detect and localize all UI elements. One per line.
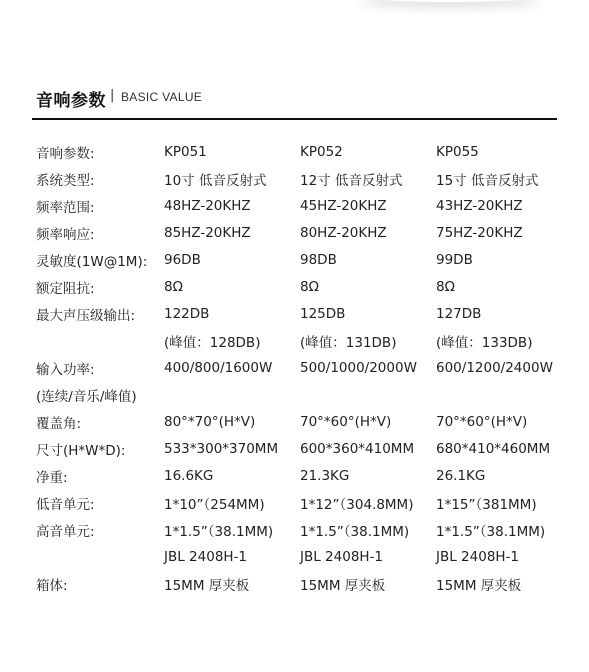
spec-value-model-2: 98DB	[300, 251, 337, 268]
spec-label: (连续/音乐/峰值)	[36, 388, 137, 405]
spec-value-model-3: 1*15”（381MM)	[436, 496, 537, 513]
spec-value-model-2: 1*1.5”（38.1MM)	[300, 523, 410, 540]
spec-value-model-2: 500/1000/2000W	[300, 359, 417, 376]
spec-label: 高音单元:	[36, 523, 95, 540]
spec-value-model-2: 12寸 低音反射式	[300, 172, 403, 189]
spec-value-model-2: 8Ω	[300, 278, 319, 295]
spec-value-model-1: 533*300*370MM	[164, 440, 279, 457]
spec-value-model-3: 26.1KG	[436, 467, 486, 484]
spec-row	[36, 408, 566, 435]
spec-row	[36, 516, 566, 543]
spec-row	[36, 192, 566, 219]
spec-value-model-3: 127DB	[436, 305, 482, 322]
spec-value-model-2: JBL 2408H-1	[300, 548, 384, 565]
spec-label: 最大声压级输出:	[36, 307, 136, 324]
spec-value-model-1: 80°*70°(H*V)	[164, 413, 256, 430]
spec-value-model-3: JBL 2408H-1	[436, 548, 520, 565]
spec-row	[36, 219, 566, 246]
spec-value-model-2: 70°*60°(H*V)	[300, 413, 392, 430]
spec-value-model-2: 600*360*410MM	[300, 440, 415, 457]
spec-row	[36, 300, 566, 327]
spec-value-model-2: 21.3KG	[300, 467, 350, 484]
spec-value-model-2: 80HZ-20KHZ	[300, 224, 387, 241]
spec-row	[36, 381, 566, 408]
spec-label: 箱体:	[36, 577, 68, 594]
spec-row	[36, 489, 566, 516]
spec-row	[36, 354, 566, 381]
spec-row	[36, 543, 566, 570]
spec-label: 额定阻抗:	[36, 280, 95, 297]
spec-label: 系统类型:	[36, 172, 95, 189]
spec-value-model-3: 43HZ-20KHZ	[436, 197, 523, 214]
spec-value-model-1: (峰值：128DB)	[164, 334, 261, 351]
spec-value-model-3: 15MM 厚夹板	[436, 577, 522, 594]
section-title: 音响参数	[36, 91, 106, 111]
spec-label: 音响参数:	[36, 145, 95, 162]
spec-label: 频率响应:	[36, 226, 95, 243]
spec-row	[36, 435, 566, 462]
spec-label: 灵敏度(1W@1M):	[36, 253, 148, 270]
spec-value-model-1: 48HZ-20KHZ	[164, 197, 251, 214]
spec-row	[36, 246, 566, 273]
spec-value-model-1: 85HZ-20KHZ	[164, 224, 251, 241]
spec-value-model-1: 10寸 低音反射式	[164, 172, 267, 189]
spec-value-model-3: (峰值：133DB)	[436, 334, 533, 351]
spec-value-model-2: 125DB	[300, 305, 346, 322]
spec-label: 覆盖角:	[36, 415, 82, 432]
spec-label: 净重:	[36, 469, 68, 486]
spec-label: 频率范围:	[36, 199, 95, 216]
spec-value-model-3: 75HZ-20KHZ	[436, 224, 523, 241]
title-separator: |	[110, 88, 115, 103]
spec-row	[36, 273, 566, 300]
spec-value-model-1: 1*1.5”（38.1MM)	[164, 523, 274, 540]
spec-value-model-1: 96DB	[164, 251, 201, 268]
spec-value-model-3: 15寸 低音反射式	[436, 172, 539, 189]
spec-row	[36, 138, 566, 165]
spec-value-model-3: 600/1200/2400W	[436, 359, 553, 376]
spec-value-model-3: 1*1.5”（38.1MM)	[436, 523, 546, 540]
top-shadow-decoration	[360, 0, 540, 2]
section-header	[32, 84, 557, 120]
spec-value-model-1: KP051	[164, 143, 207, 160]
spec-value-model-2: KP052	[300, 143, 343, 160]
spec-label: 低音单元:	[36, 496, 95, 513]
spec-value-model-1: 400/800/1600W	[164, 359, 273, 376]
spec-value-model-1: 122DB	[164, 305, 210, 322]
spec-row	[36, 462, 566, 489]
spec-row	[36, 327, 566, 354]
spec-value-model-2: 15MM 厚夹板	[300, 577, 386, 594]
spec-value-model-3: 70°*60°(H*V)	[436, 413, 528, 430]
spec-value-model-1: 15MM 厚夹板	[164, 577, 250, 594]
spec-value-model-2: (峰值：131DB)	[300, 334, 397, 351]
spec-value-model-3: 99DB	[436, 251, 473, 268]
spec-value-model-1: JBL 2408H-1	[164, 548, 248, 565]
spec-value-model-3: 680*410*460MM	[436, 440, 551, 457]
spec-value-model-1: 16.6KG	[164, 467, 214, 484]
spec-table	[36, 138, 566, 597]
spec-label: 输入功率:	[36, 361, 95, 378]
spec-value-model-1: 8Ω	[164, 278, 183, 295]
section-subtitle: BASIC VALUE	[121, 90, 203, 104]
spec-row	[36, 570, 566, 597]
spec-value-model-3: 8Ω	[436, 278, 455, 295]
spec-value-model-3: KP055	[436, 143, 479, 160]
spec-value-model-2: 45HZ-20KHZ	[300, 197, 387, 214]
spec-row	[36, 165, 566, 192]
spec-value-model-1: 1*10”（254MM)	[164, 496, 265, 513]
spec-value-model-2: 1*12”（304.8MM)	[300, 496, 414, 513]
spec-label: 尺寸(H*W*D):	[36, 442, 126, 459]
